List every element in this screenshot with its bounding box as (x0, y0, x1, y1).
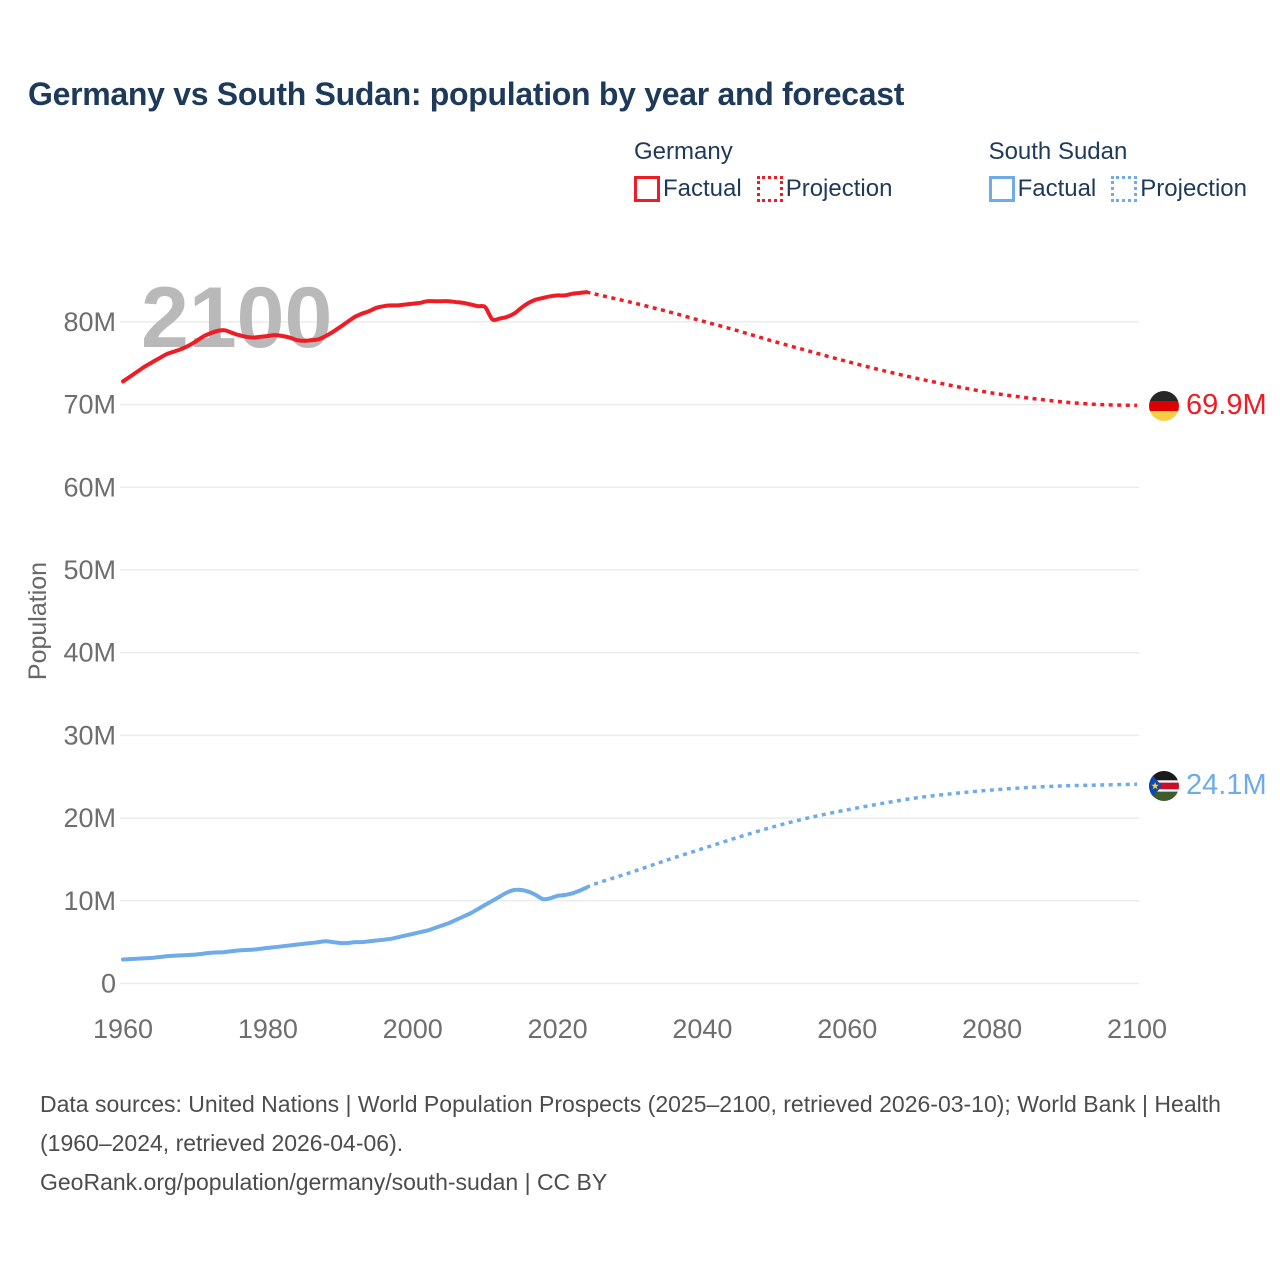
y-axis-tick-label: 10M (63, 885, 116, 916)
x-axis-tick-label: 2080 (962, 1014, 1023, 1044)
y-axis-tick-label: 40M (63, 637, 116, 668)
legend-label-germany-projection: Projection (785, 175, 893, 202)
x-axis-tick-label: 2060 (817, 1014, 878, 1044)
end-label-germany (1149, 389, 1267, 422)
germany-flag-icon (1149, 391, 1179, 421)
legend-group-title-germany: Germany (634, 138, 733, 165)
watermark-year: 2100 (141, 270, 333, 366)
x-axis-tick-label: 2020 (527, 1014, 588, 1044)
x-axis-tick-label: 2000 (382, 1014, 443, 1044)
y-axis-tick-label: 20M (63, 803, 116, 834)
series-line-germany-projection (587, 292, 1138, 405)
y-axis-tick-label: 60M (63, 472, 116, 503)
y-axis-tick-label: 50M (63, 555, 116, 585)
legend-label-south-sudan-projection: Projection (1140, 175, 1247, 202)
y-axis-tick-label: 70M (63, 389, 116, 420)
end-value-label-germany: 69.9M (1186, 389, 1267, 421)
legend-group-title-south-sudan: South Sudan (988, 138, 1128, 165)
data-sources-note: Data sources: United Nations | World Population Prospects (2025–2100, retrieved 2026-03-10); World Bank | Health (1960–2024, retrieved 2026-04-06). (40, 1091, 1221, 1156)
legend-label-germany-factual: Factual (663, 175, 742, 202)
end-value-label-south-sudan: 24.1M (1186, 769, 1267, 801)
x-axis-tick-label: 1980 (237, 1014, 298, 1044)
chart-title: Germany vs South Sudan: population by year and forecast (28, 76, 905, 112)
series-line-south-sudan-projection (587, 784, 1138, 887)
y-axis-tick-label: 0 (100, 968, 116, 999)
y-axis-title: Population (24, 561, 52, 681)
y-axis-tick-label: 80M (63, 306, 116, 337)
x-axis-tick-label: 2100 (1106, 1014, 1168, 1044)
end-label-south-sudan (1149, 769, 1267, 802)
footer (40, 1085, 1230, 1202)
legend-label-south-sudan-factual: Factual (1017, 175, 1097, 202)
series-line-south-sudan-factual (123, 888, 587, 960)
attribution-note: GeoRank.org/population/germany/south-sudan | CC BY (40, 1169, 608, 1195)
y-axis-tick-label: 30M (63, 720, 116, 751)
x-axis-tick-label: 1960 (92, 1014, 154, 1044)
south-sudan-flag-icon (1149, 771, 1179, 801)
x-axis-tick-label: 2040 (672, 1014, 733, 1044)
